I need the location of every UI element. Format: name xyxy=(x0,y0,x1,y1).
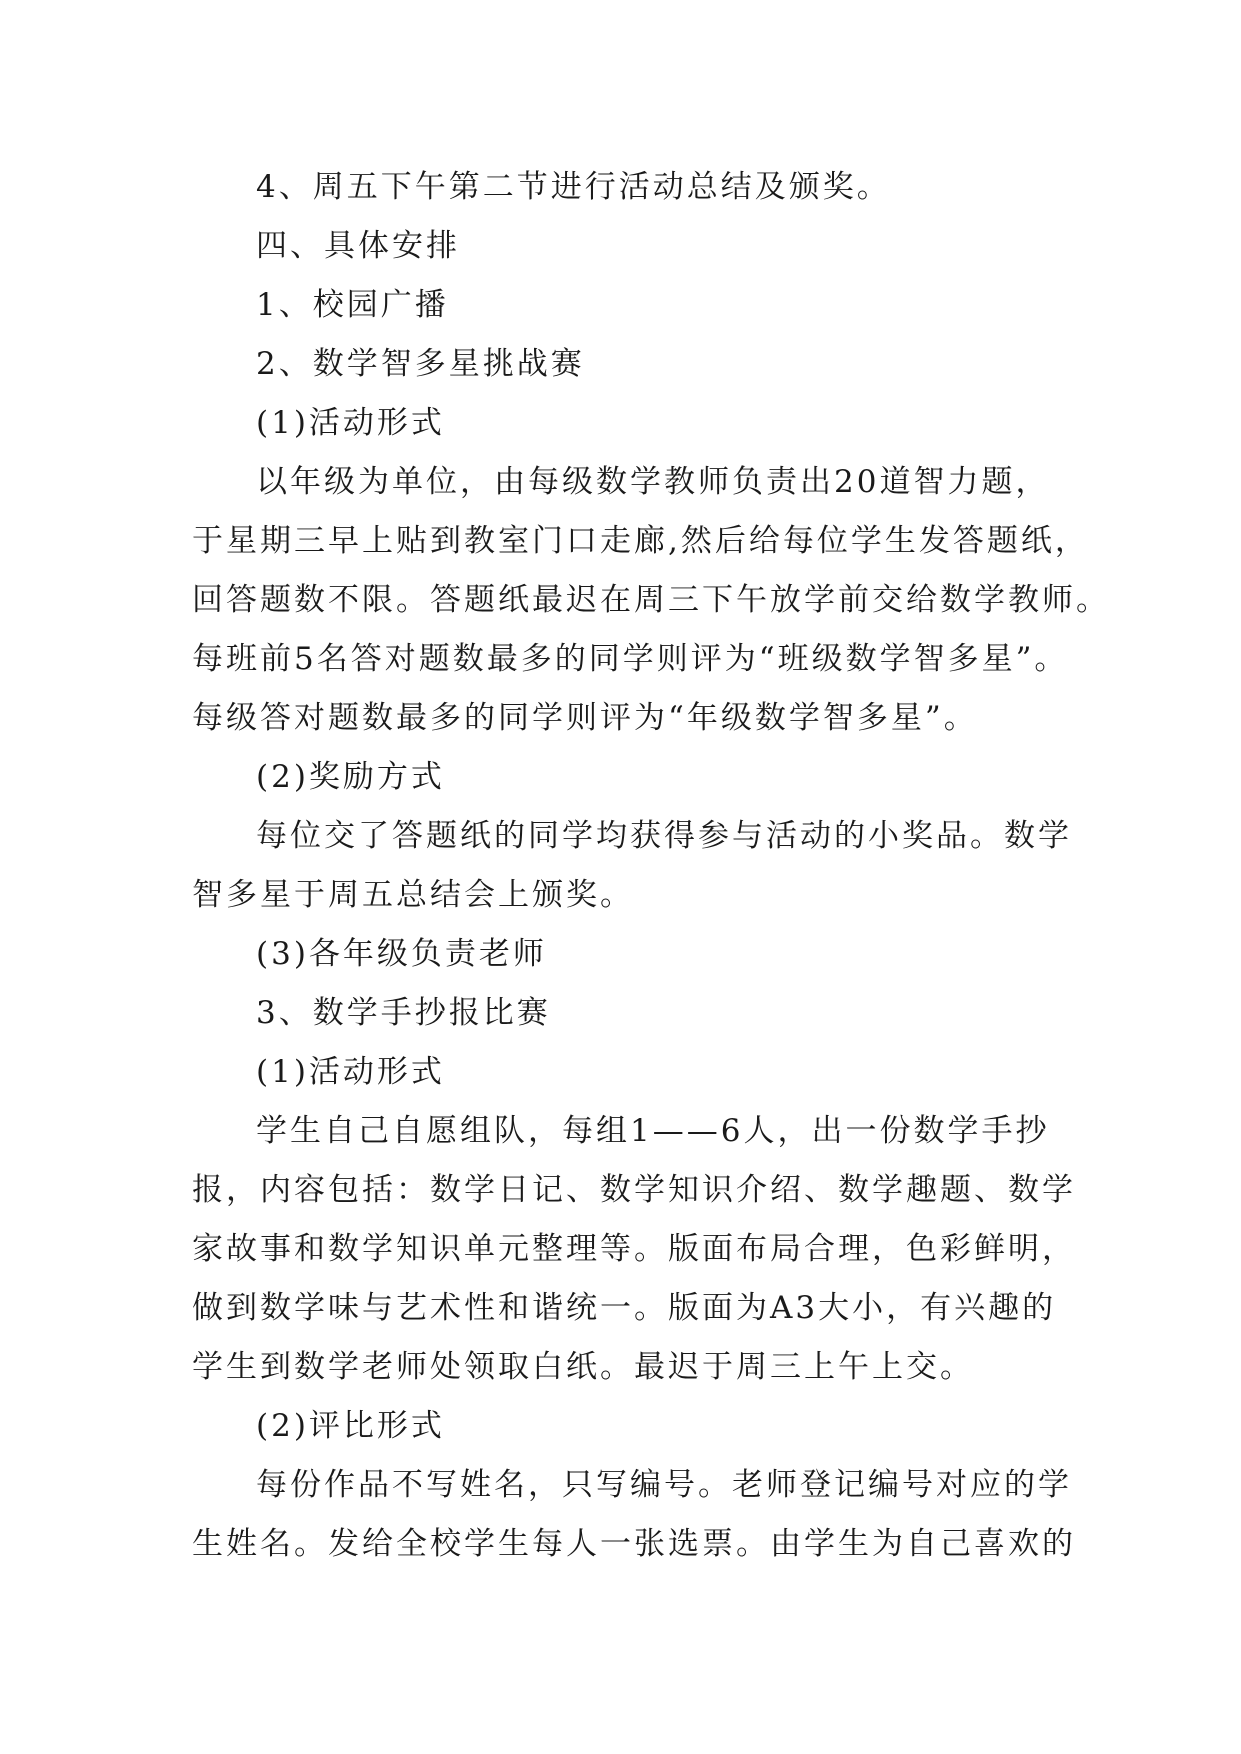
paragraph-line: 每份作品不写姓名，只写编号。老师登记编号对应的学 xyxy=(256,1467,1072,1503)
item-heading: (3)各年级负责老师 xyxy=(256,936,547,972)
item-heading: (2)评比形式 xyxy=(256,1408,445,1444)
subsection-heading: 1、校园广播 xyxy=(256,287,449,323)
subsection-heading: 2、数学智多星挑战赛 xyxy=(256,346,585,382)
paragraph-line: 4、周五下午第二节进行活动总结及颁奖。 xyxy=(256,169,891,205)
paragraph-line: 生姓名。发给全校学生每人一张选票。由学生为自己喜欢的 xyxy=(192,1526,1076,1562)
paragraph-line: 每班前5名答对题数最多的同学则评为“班级数学智多星”。 xyxy=(192,641,1069,677)
subsection-heading: 3、数学手抄报比赛 xyxy=(256,995,551,1031)
paragraph-line: 每级答对题数最多的同学则评为“年级数学智多星”。 xyxy=(192,700,978,736)
paragraph-line: 学生到数学老师处领取白纸。最迟于周三上午上交。 xyxy=(192,1349,974,1385)
paragraph-line: 以年级为单位，由每级数学教师负责出20道智力题， xyxy=(256,464,1050,500)
item-heading: (1)活动形式 xyxy=(256,1054,445,1090)
paragraph-line: 家故事和数学知识单元整理等。版面布局合理，色彩鲜明， xyxy=(192,1231,1076,1267)
item-heading: (1)活动形式 xyxy=(256,405,445,441)
paragraph-line: 智多星于周五总结会上颁奖。 xyxy=(192,877,634,913)
paragraph-line: 报，内容包括：数学日记、数学知识介绍、数学趣题、数学 xyxy=(192,1172,1076,1208)
paragraph-line: 做到数学味与艺术性和谐统一。版面为A3大小，有兴趣的 xyxy=(192,1290,1057,1326)
paragraph-line: 学生自己自愿组队，每组1——6人，出一份数学手抄 xyxy=(256,1113,1050,1149)
paragraph-line: 每位交了答题纸的同学均获得参与活动的小奖品。数学 xyxy=(256,818,1072,854)
paragraph-line: 回答题数不限。答题纸最迟在周三下午放学前交给数学教师。 xyxy=(192,582,1110,618)
paragraph-line: 于星期三早上贴到教室门口走廊,然后给每位学生发答题纸， xyxy=(192,523,1089,559)
section-heading: 四、具体安排 xyxy=(256,228,460,264)
item-heading: (2)奖励方式 xyxy=(256,759,445,795)
